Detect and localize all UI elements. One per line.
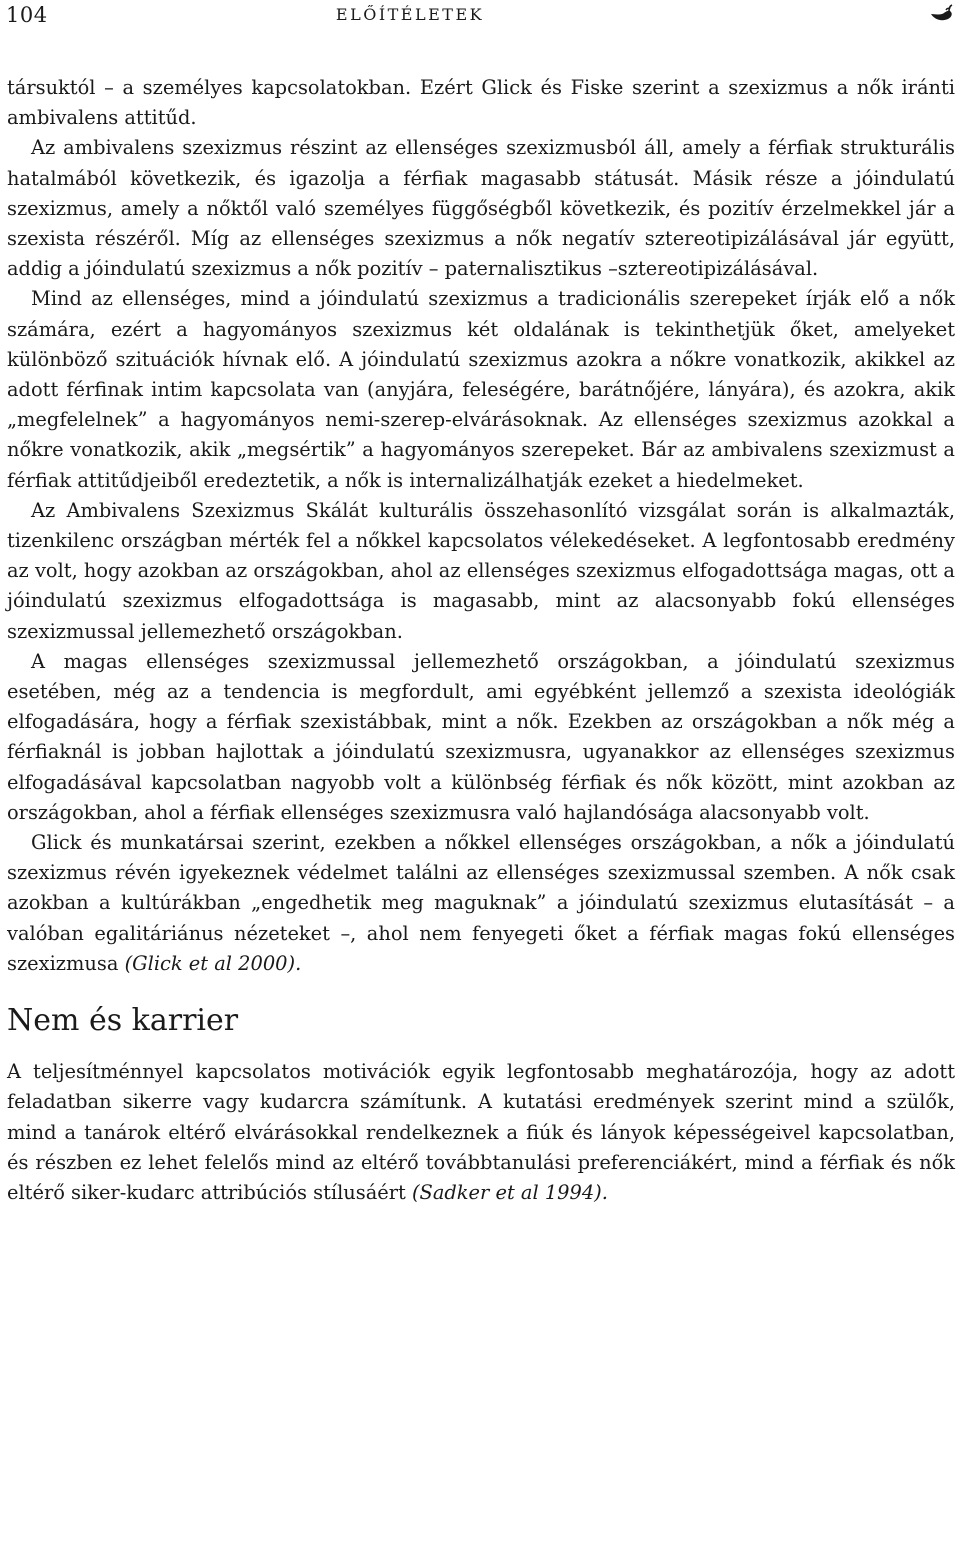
section-heading: Nem és karrier bbox=[7, 1003, 239, 1039]
paragraph-gender-career-text: A teljesítménnyel kapcsolatos motivációk egyik legfontosabb meghatározója, hogy az adott feladatban sikerre vagy kudarcra számítunk. A kutatási eredmények szerint mind a szülők, mind a tanárok eltérő elvárásokkal rendelkeznek a fiúk és lányok képességeivel kapcsolatban, és részben ez lehet felelős mind az eltérő továbbtanulási preferenciákért, mind a férfiak és nők eltérő siker-kudarc attribúciós stílusáért bbox=[7, 1060, 955, 1204]
paragraph-continued: társuktól – a személyes kapcsolatokban. Ezért Glick és Fiske szerint a szexizmus a nők iránti ambivalens attitűd. bbox=[7, 76, 955, 130]
running-title-text: ELŐÍTÉLETEK bbox=[335, 5, 485, 24]
page-number: 104 bbox=[6, 3, 48, 27]
paragraph-glick-text: Glick és munkatársai szerint, ezekben a nőkkel ellenséges országokban, a nők a jóindulatú szexizmus révén igyekeznek védelmet találni az ellenséges szexizmussal szemben. A nők csak azokban a kultúrákban „engedhetik meg maguknak” a jóindulatú szexizmus elutasítását – a valóban egalitáriánus nézeteket –, ahol nem fenyegeti őket a férfiak magas fokú ellenséges szexizmusa bbox=[7, 831, 955, 975]
citation-glick: (Glick et al 2000). bbox=[124, 951, 302, 975]
paragraph-glick-findings bbox=[7, 828, 955, 979]
page-header bbox=[0, 0, 960, 30]
page-body bbox=[7, 73, 955, 1208]
paragraph-cross-cultural: Az Ambivalens Szexizmus Skálát kulturális összehasonlító vizsgálat során is alkalmazták, tizenkilenc országban mérték fel a nőkkel kapcsolatos vélekedéseket. A legfontosabb eredmény az volt, hogy azokban az országokban, ahol az ellenséges szexizmus elfogadottsága magas, ott a jóindulatú szexizmus elfogadottsága is magasabb, mint az alacsonyabb fokú ellenséges szexizmussal jellemezhető országokban. bbox=[7, 498, 955, 643]
paragraph-gender-career bbox=[7, 1057, 955, 1208]
paragraph-high-hostile-countries: A magas ellenséges szexizmussal jellemezhető országokban, a jóindulatú szexizmus esetében, még az a tendencia is megfordult, ami egyébként jellemző a szexista ideológiák elfogadására, hogy a férfiak szexistábbak, mint a nők. Ezekben az országokban a nők még a férfiaknál is jobban hajlottak a jóindulatú szexizmusra, ugyanakkor az ellenséges szexizmus elfogadásával kapcsolatban nagyobb volt a különbség férfiak és nők között, mint azokban az országokban, ahol a férfiak ellenséges szexizmusra való hajlandósága alacsonyabb volt. bbox=[7, 649, 955, 824]
citation-sadker: (Sadker et al 1994). bbox=[411, 1180, 608, 1204]
paragraph-traditional-roles: Mind az ellenséges, mind a jóindulatú szexizmus a tradicionális szerepeket írják elő a nők számára, ezért a hagyományos szexizmus két oldalának is tekinthetjük őket, amelyeket különböző szituációk hívnak elő. A jóindulatú szexizmus azokra a nőkre vonatkozik, akikkel az adott férfinak intim kapcsolata van (anyjára, feleségére, barátnőjére, lányára), és azokra, akik „megfelelnek” a hagyományos nemi-szerep-elvárásoknak. Az ellenséges szexizmus azokkal a nőkre vonatkozik, akik „megsértik” a hagyományos szerepeket. Bár az ambivalens szexizmust a férfiak attitűdjeiből eredeztetik, a nők is internalizálhatják ezeket a hiedelmeket. bbox=[7, 287, 955, 492]
chili-pepper-icon bbox=[928, 4, 954, 26]
paragraph-ambivalent-sexism: Az ambivalens szexizmus részint az ellenséges szexizmusból áll, amely a férfiak strukturális hatalmából következik, és igazolja a férfiak magasabb státusát. Másik része a jóindulatú szexizmus, amely a nőktől való személyes függőségből következik, és pozitív érzelmekkel jár a szexista részéről. Míg az ellenséges szexizmus a nők negatív sztereotipizálásával jár együtt, addig a jóindulatú szexizmus a nők pozitív – paternalisztikus –sztereotipizálásával. bbox=[7, 136, 955, 281]
running-title bbox=[0, 5, 960, 24]
